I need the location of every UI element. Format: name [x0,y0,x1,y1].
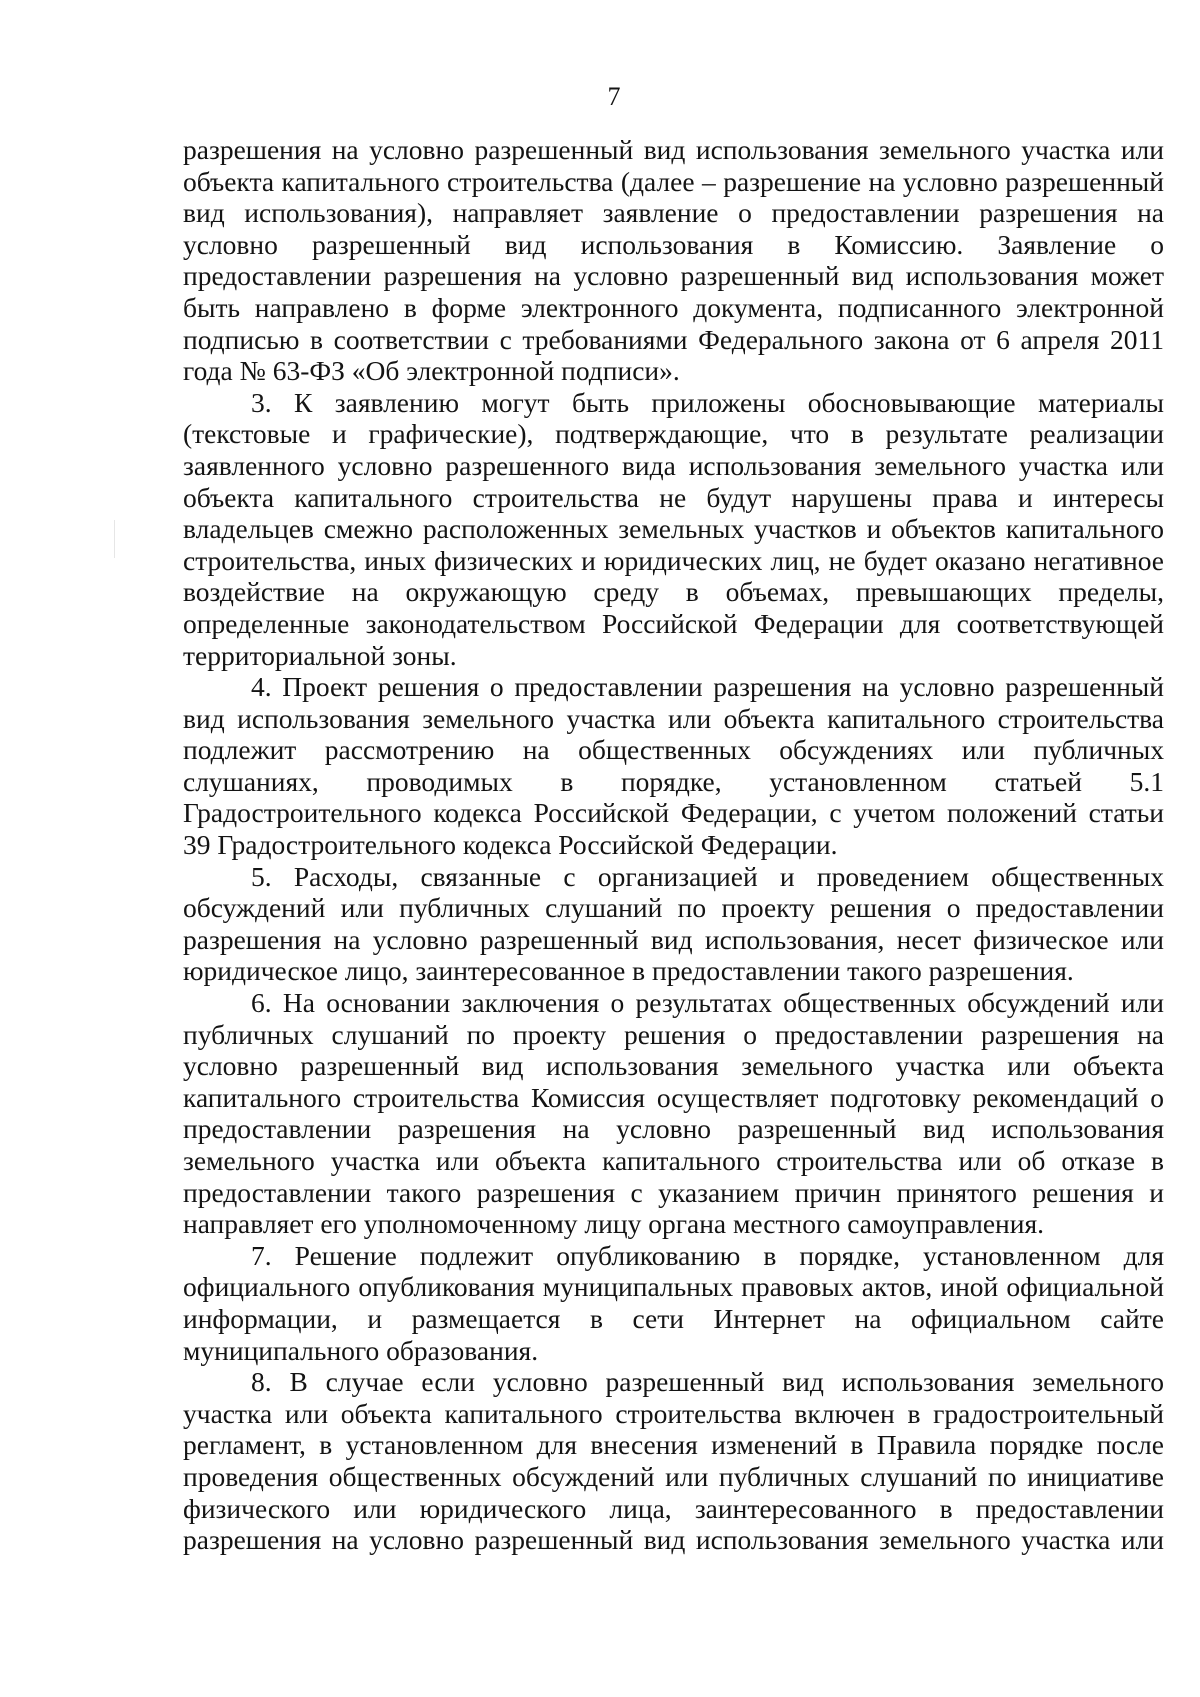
paragraph-continuation: разрешения на условно разрешенный вид использования земельного участка или объекта капитального строительства (далее – разрешение на условно разрешенный вид использования), направляет заявление о предоставлении разрешения на условно разрешенный вид использования в Комиссию. Заявление о предоставлении разрешения на условно разрешенный вид использования может быть направлено в форме электронного документа, подписанного электронной подписью в соответствии с требованиями Федерального закона от 6 апреля 2011 года № 63-ФЗ «Об электронной подписи». [183,134,1164,387]
paragraph-8: 8. В случае если условно разрешенный вид использования земельного участка или объекта капитального строительства включен в градостроительный регламент, в установленном для внесения изменений в Правила порядке после проведения общественных обсуждений или публичных слушаний по инициативе физического или юридического лица, заинтересованного в предоставлении разрешения на условно разрешенный вид использования земельного участка или [183,1366,1164,1556]
document-body [183,134,1164,1556]
paragraph-5: 5. Расходы, связанные с организацией и проведением общественных обсуждений или публичных слушаний по проекту решения о предоставлении разрешения на условно разрешенный вид использования, несет физическое или юридическое лицо, заинтересованное в предоставлении такого разрешения. [183,860,1164,987]
page-number: 7 [607,82,621,111]
paragraph-3: 3. К заявлению могут быть приложены обосновывающие материалы (текстовые и графические), подтверждающие, что в результате реализации заявленного условно разрешенного вида использования земельного участка или объекта капитального строительства не будут нарушены права и интересы владельцев смежно расположенных земельных участков и объектов капитального строительства, иных физических и юридических лиц, не будет оказано негативное воздействие на окружающую среду в объемах, превышающих пределы, определенные законодательством Российской Федерации для соответствующей территориальной зоны. [183,386,1164,671]
paragraph-6: 6. На основании заключения о результатах общественных обсуждений или публичных слушаний по проекту решения о предоставлении разрешения на условно разрешенный вид использования земельного участка или объекта капитального строительства Комиссия осуществляет подготовку рекомендаций о предоставлении разрешения на условно разрешенный вид использования земельного участка или объекта капитального строительства или об отказе в предоставлении такого разрешения с указанием причин принятого решения и направляет его уполномоченному лицу органа местного самоуправления. [183,987,1164,1240]
paragraph-7: 7. Решение подлежит опубликованию в порядке, установленном для официального опубликования муниципальных правовых актов, иной официальной информации, и размещается в сети Интернет на официальном сайте муниципального образования. [183,1239,1164,1366]
scan-margin-mark [114,520,115,558]
paragraph-4: 4. Проект решения о предоставлении разрешения на условно разрешенный вид использования земельного участка или объекта капитального строительства подлежит рассмотрению на общественных обсуждениях или публичных слушаниях, проводимых в порядке, установленном статьей 5.1 Градостроительного кодекса Российской Федерации, с учетом положений статьи 39 Градостроительного кодекса Российской Федерации. [183,671,1164,861]
